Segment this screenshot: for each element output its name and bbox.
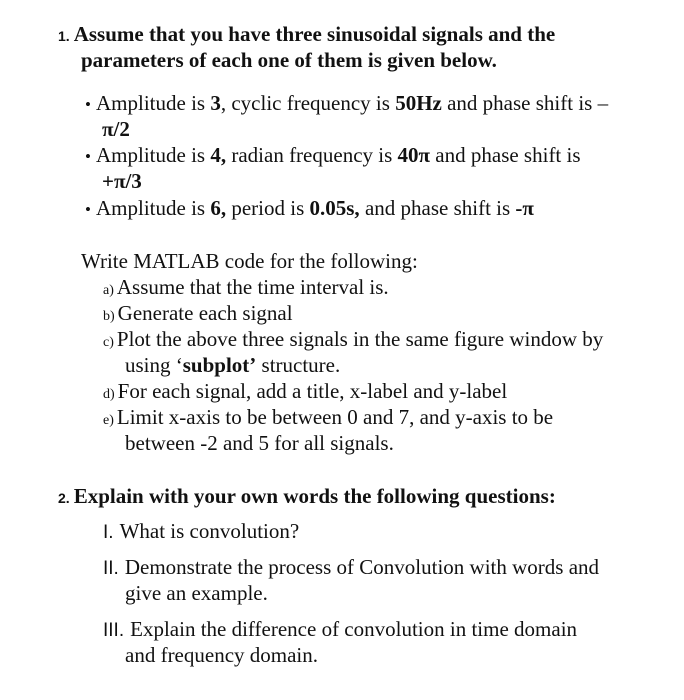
bullet-icon: • bbox=[85, 200, 91, 219]
q1-item-e: e) Limit x-axis to be between 0 and 7, and y-axis to be bbox=[103, 405, 554, 429]
q2-number: 2. bbox=[58, 490, 70, 506]
q1-item-d: d) For each signal, add a title, x-label and y-label bbox=[103, 379, 508, 403]
q2-item-1: I. What is convolution? bbox=[103, 519, 300, 543]
q1-bullet-2-cont: +π/3 bbox=[102, 169, 142, 193]
q1-item-a: a) Assume that the time interval is. bbox=[103, 275, 389, 299]
q1-item-c-cont: using ‘subplot’ structure. bbox=[125, 353, 341, 377]
q1-bullet-3: • Amplitude is 6, period is 0.05s, and phase shift is -π bbox=[85, 195, 534, 223]
bullet-icon: • bbox=[85, 147, 91, 166]
q2-item-2: II. Demonstrate the process of Convolution with words and bbox=[103, 555, 600, 579]
q2-title: 2. Explain with your own words the following questions: bbox=[58, 484, 556, 508]
bullet-icon: • bbox=[85, 95, 91, 114]
q1-bullet-1-cont: π/2 bbox=[102, 117, 130, 141]
q1-intro: Write MATLAB code for the following: bbox=[81, 249, 418, 273]
item-label: a) bbox=[103, 283, 114, 298]
item-label: d) bbox=[103, 387, 115, 402]
q1-item-c: c) Plot the above three signals in the same figure window by bbox=[103, 327, 604, 351]
q1-item-e-cont: between -2 and 5 for all signals. bbox=[125, 431, 394, 455]
roman-label: III. bbox=[103, 620, 125, 641]
q1-item-b: b) Generate each signal bbox=[103, 301, 293, 325]
item-label: c) bbox=[103, 335, 114, 350]
q1-number: 1. bbox=[58, 28, 70, 44]
q2-item-3-cont: and frequency domain. bbox=[125, 643, 319, 667]
q1-bullet-1: • Amplitude is 3, cyclic frequency is 50Hz and phase shift is – bbox=[85, 90, 608, 118]
q2-item-2-cont: give an example. bbox=[125, 581, 268, 605]
q1-bullet-2: • Amplitude is 4, radian frequency is 40π and phase shift is bbox=[85, 142, 581, 170]
item-label: b) bbox=[103, 309, 115, 324]
item-label: e) bbox=[103, 413, 114, 428]
q2-item-3: III. Explain the difference of convolution in time domain bbox=[103, 617, 578, 641]
roman-label: I. bbox=[103, 522, 114, 543]
q1-title-line2: parameters of each one of them is given below. bbox=[81, 48, 497, 72]
roman-label: II. bbox=[103, 558, 119, 579]
q1-title-line1: 1. Assume that you have three sinusoidal signals and the bbox=[58, 22, 556, 46]
